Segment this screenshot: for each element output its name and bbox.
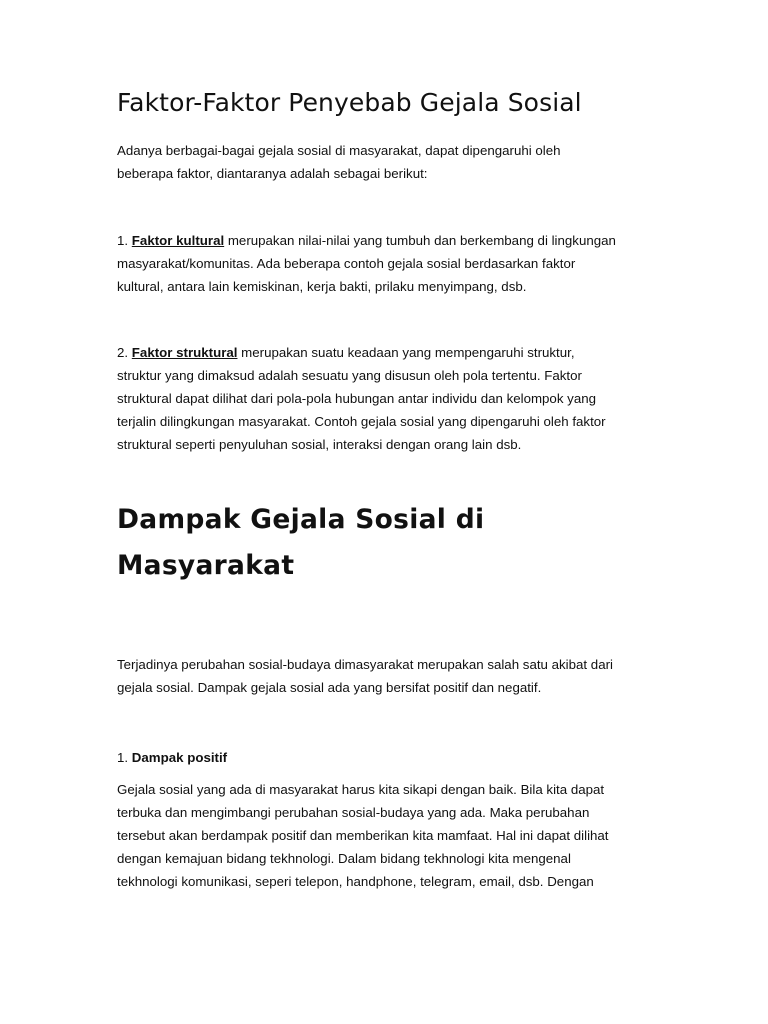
paragraph-line: dengan kemajuan bidang tekhnologi. Dalam bidang tekhnologi kita mengenal [117,851,571,866]
item-line: struktur yang dimaksud adalah sesuatu yang disusun oleh pola tertentu. Faktor [117,368,582,383]
heading-faktor-penyebab: Faktor-Faktor Penyebab Gejala Sosial [117,88,582,117]
item-line: masyarakat/komunitas. Ada beberapa contoh gejala sosial berdasarkan faktor [117,256,576,271]
item-number: 1. [117,233,132,248]
item-first-line [117,229,657,252]
item-text: merupakan nilai-nilai yang tumbuh dan berkembang di lingkungan [224,233,616,248]
term-faktor-kultural: Faktor kultural [131,233,225,248]
dampak-positif-paragraph [117,778,657,893]
paragraph-line: tersebut akan berdampak positif dan memberikan kita mamfaat. Hal ini dapat dilihat [117,828,609,843]
item-first-line [117,341,657,364]
impact-intro-paragraph [117,653,657,699]
item-faktor-kultural [117,229,657,298]
heading-dampak-gejala-sosial [117,497,484,589]
intro-paragraph [117,139,657,185]
item-line: struktural dapat dilihat dari pola-pola hubungan antar individu dan kelompok yang [117,391,597,406]
dampak-positif-title: Dampak positif [131,750,228,765]
paragraph-line: Gejala sosial yang ada di masyarakat harus kita sikapi dengan baik. Bila kita dapat [117,782,605,797]
item-faktor-struktural [117,341,657,456]
subheading-dampak-positif [117,746,657,769]
item-line: terjalin dilingkungan masyarakat. Contoh gejala sosial yang dipengaruhi oleh faktor [117,414,606,429]
paragraph-line: terbuka dan mengimbangi perubahan sosial-budaya yang ada. Maka perubahan [117,805,590,820]
item-text: merupakan suatu keadaan yang mempengaruhi struktur, [237,345,575,360]
heading-line: Masyarakat [117,550,295,581]
intro-line: Adanya berbagai-bagai gejala sosial di masyarakat, dapat dipengaruhi oleh [117,143,561,158]
heading-line: Dampak Gejala Sosial di [117,504,485,535]
paragraph-line: tekhnologi komunikasi, seperi telepon, handphone, telegram, email, dsb. Dengan [117,874,594,889]
item-number: 2. [117,345,132,360]
impact-intro-line: gejala sosial. Dampak gejala sosial ada yang bersifat positif dan negatif. [117,680,542,695]
item-line: struktural seperti penyuluhan sosial, interaksi dengan orang lain dsb. [117,437,522,452]
term-faktor-struktural: Faktor struktural [131,345,238,360]
item-line: kultural, antara lain kemiskinan, kerja bakti, prilaku menyimpang, dsb. [117,279,527,294]
subheading-line [117,746,657,769]
impact-intro-line: Terjadinya perubahan sosial-budaya dimasyarakat merupakan salah satu akibat dari [117,657,613,672]
intro-line: beberapa faktor, diantaranya adalah sebagai berikut: [117,166,428,181]
item-number: 1. [117,750,132,765]
